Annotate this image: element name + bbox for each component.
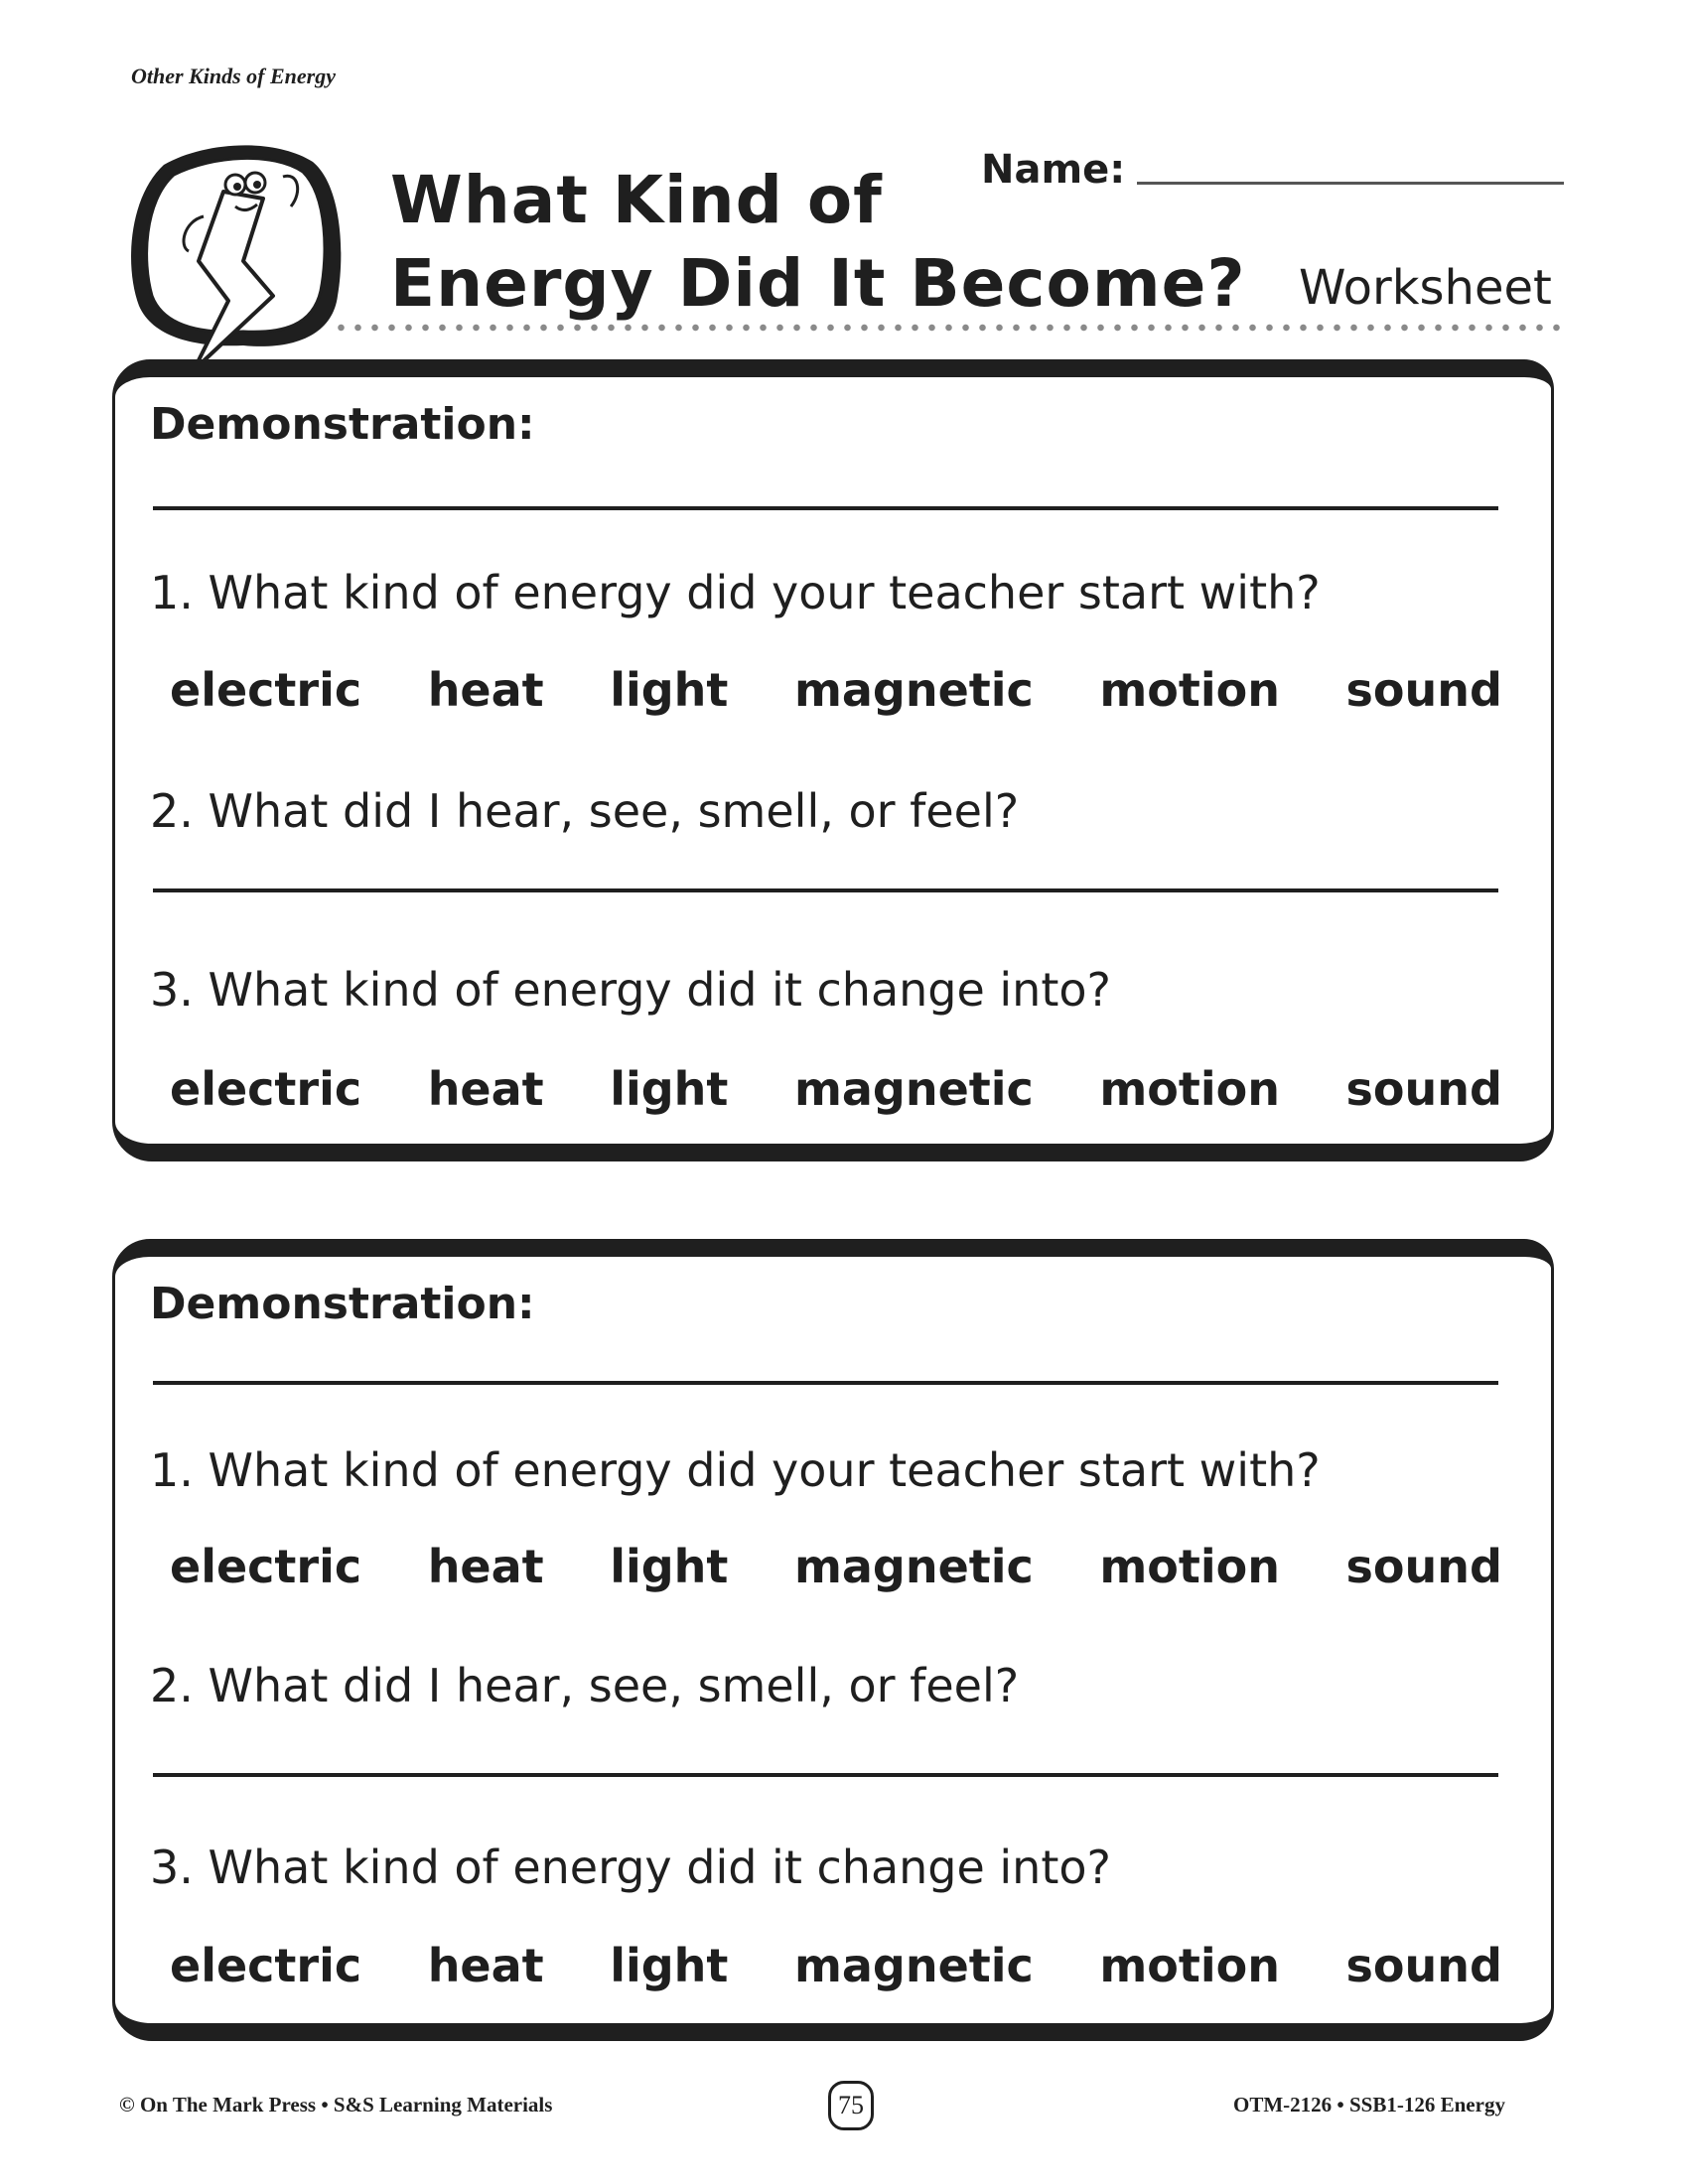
choice-sound[interactable]: sound xyxy=(1345,1062,1502,1116)
lightning-bolt-mascot-icon xyxy=(124,137,348,375)
dotted-divider xyxy=(333,324,1562,332)
choice-magnetic[interactable]: magnetic xyxy=(793,1939,1034,1992)
question-3: 3. What kind of energy did it change into? xyxy=(150,1841,1111,1894)
title-line-1: What Kind of xyxy=(390,162,883,238)
demonstration-label: Demonstration: xyxy=(150,399,535,450)
question-1: 1. What kind of energy did your teacher start with? xyxy=(150,1443,1321,1497)
question-2: 2. What did I hear, see, smell, or feel? xyxy=(150,1659,1020,1712)
choice-magnetic[interactable]: magnetic xyxy=(793,663,1034,717)
q1-choices xyxy=(170,663,1502,717)
choice-electric[interactable]: electric xyxy=(170,1939,362,1992)
q3-choices xyxy=(170,1062,1502,1116)
page-number: 75 xyxy=(828,2081,874,2130)
choice-electric[interactable]: electric xyxy=(170,663,362,717)
demonstration-label: Demonstration: xyxy=(150,1279,535,1329)
demonstration-answer-line[interactable] xyxy=(153,1381,1498,1385)
choice-light[interactable]: light xyxy=(610,663,729,717)
choice-heat[interactable]: heat xyxy=(427,1540,544,1593)
choice-motion[interactable]: motion xyxy=(1099,1062,1280,1116)
name-label: Name: xyxy=(981,147,1126,193)
choice-electric[interactable]: electric xyxy=(170,1540,362,1593)
choice-sound[interactable]: sound xyxy=(1345,663,1502,717)
choice-motion[interactable]: motion xyxy=(1099,663,1280,717)
choice-sound[interactable]: sound xyxy=(1345,1540,1502,1593)
q1-choices xyxy=(170,1540,1502,1593)
choice-light[interactable]: light xyxy=(610,1062,729,1116)
choice-magnetic[interactable]: magnetic xyxy=(793,1062,1034,1116)
choice-light[interactable]: light xyxy=(610,1540,729,1593)
worksheet-label: Worksheet xyxy=(1299,260,1552,316)
question-3: 3. What kind of energy did it change into? xyxy=(150,963,1111,1017)
choice-heat[interactable]: heat xyxy=(427,663,544,717)
choice-electric[interactable]: electric xyxy=(170,1062,362,1116)
choice-sound[interactable]: sound xyxy=(1345,1939,1502,1992)
choice-light[interactable]: light xyxy=(610,1939,729,1992)
demonstration-box-2 xyxy=(112,1239,1554,2041)
demonstration-box-1 xyxy=(112,359,1554,1161)
title-line-2: Energy Did It Become? xyxy=(390,245,1246,322)
section-label: Other Kinds of Energy xyxy=(131,64,336,88)
name-field xyxy=(981,147,1564,193)
demonstration-answer-line[interactable] xyxy=(153,506,1498,510)
question-1: 1. What kind of energy did your teacher start with? xyxy=(150,566,1321,619)
choice-motion[interactable]: motion xyxy=(1099,1939,1280,1992)
q3-choices xyxy=(170,1939,1502,1992)
question-2: 2. What did I hear, see, smell, or feel? xyxy=(150,784,1020,838)
choice-heat[interactable]: heat xyxy=(427,1939,544,1992)
choice-magnetic[interactable]: magnetic xyxy=(793,1540,1034,1593)
name-blank-line[interactable] xyxy=(1137,182,1564,185)
question-2-answer-line[interactable] xyxy=(153,1773,1498,1777)
choice-heat[interactable]: heat xyxy=(427,1062,544,1116)
footer-copyright: © On The Mark Press • S&S Learning Materials xyxy=(119,2093,553,2116)
choice-motion[interactable]: motion xyxy=(1099,1540,1280,1593)
question-2-answer-line[interactable] xyxy=(153,888,1498,892)
footer-product-code: OTM-2126 • SSB1-126 Energy xyxy=(1233,2093,1505,2116)
